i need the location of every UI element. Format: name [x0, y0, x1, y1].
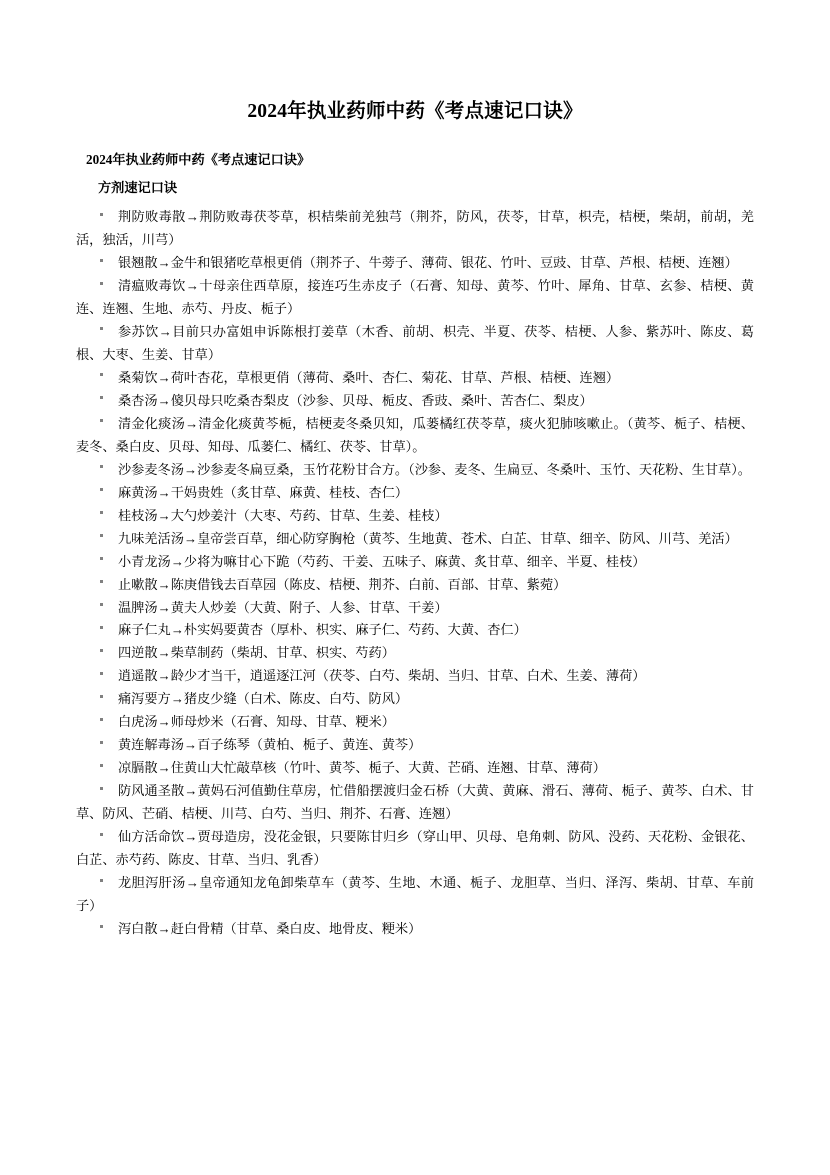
- bullet-icon: [100, 925, 103, 928]
- list-item-text: 龙胆泻肝汤→皇帝通知龙龟卸柴草车（黄芩、生地、木通、栀子、龙胆草、当归、泽泻、柴胡、甘草、车前子）: [76, 875, 754, 914]
- list-item: [76, 367, 754, 390]
- list-item: [76, 321, 754, 367]
- bullet-icon: [100, 557, 103, 560]
- list-item-text: 麻子仁丸→朴实妈要黄杏（厚朴、枳实、麻子仁、芍药、大黄、杏仁）: [118, 622, 527, 638]
- bullet-icon: [100, 373, 103, 376]
- list-item: [76, 551, 754, 574]
- list-item: [76, 597, 754, 620]
- list-item-text: 四逆散→柴草制药（柴胡、甘草、枳实、芍药）: [118, 645, 395, 661]
- list-item: [76, 780, 754, 826]
- list-item-text: 银翘散→金牛和银猪吃草根更俏（荆芥子、牛蒡子、薄荷、银花、竹叶、豆豉、甘草、芦根、桔梗、连翘）: [118, 254, 738, 270]
- list-item: [76, 252, 754, 275]
- bullet-icon: [100, 741, 103, 744]
- list-item-text: 止嗽散→陈庚借钱去百草园（陈皮、桔梗、荆芥、白前、百部、甘草、紫菀）: [118, 576, 567, 592]
- mnemonic-list: [76, 206, 754, 941]
- list-item: [76, 619, 754, 642]
- page-title: 2024年执业药师中药《考点速记口诀》: [247, 101, 583, 122]
- bullet-icon: [100, 511, 103, 514]
- bullet-icon: [100, 672, 103, 675]
- list-item: [76, 413, 754, 459]
- bullet-icon: [100, 695, 103, 698]
- list-item-text: 清金化痰汤→清金化痰黄芩栀，桔梗麦冬桑贝知，瓜蒌橘红茯苓草，痰火犯肺咳嗽止。（黄芩、栀子、桔梗、麦冬、桑白皮、贝母、知母、瓜蒌仁、橘红、茯苓、甘草）。: [76, 415, 754, 454]
- list-item: [76, 734, 754, 757]
- list-item: [76, 482, 754, 505]
- list-item: [76, 574, 754, 597]
- document-subtitle: 2024年执业药师中药《考点速记口诀》: [86, 152, 311, 168]
- bullet-icon: [100, 327, 103, 330]
- list-item-text: 痛泻要方→猪皮少缝（白术、陈皮、白芍、防风）: [118, 691, 409, 707]
- list-item-text: 温脾汤→黄夫人炒姜（大黄、附子、人参、甘草、干姜）: [118, 599, 448, 615]
- bullet-icon: [100, 396, 103, 399]
- list-item-text: 小青龙汤→少将为嘛甘心下跪（芍药、干姜、五味子、麻黄、炙甘草、细辛、半夏、桂枝）: [118, 553, 646, 569]
- bullet-icon: [100, 718, 103, 721]
- bullet-icon: [100, 419, 103, 422]
- list-item-text: 参苏饮→目前只办富姐申诉陈根打姜草（木香、前胡、枳壳、半夏、茯苓、桔梗、人参、紫苏叶、陈皮、葛根、大枣、生姜、甘草）: [76, 323, 754, 362]
- list-item-text: 九味羌活汤→皇帝尝百草，细心防穿胸枪（黄芩、生地黄、苍术、白芷、甘草、细辛、防风、川芎、羌活）: [118, 530, 738, 546]
- list-item-text: 桑杏汤→傻贝母只吃桑杏梨皮（沙参、贝母、栀皮、香豉、桑叶、苦杏仁、梨皮）: [118, 392, 593, 408]
- bullet-icon: [100, 580, 103, 583]
- list-item-text: 沙参麦冬汤→沙参麦冬扁豆桑，玉竹花粉甘合方。（沙参、麦冬、生扁豆、冬桑叶、玉竹、天花粉、生甘草）。: [118, 461, 751, 477]
- bullet-icon: [100, 879, 103, 882]
- list-item: [76, 459, 754, 482]
- list-item-text: 白虎汤→师母炒米（石膏、知母、甘草、粳米）: [118, 714, 395, 730]
- list-item: [76, 872, 754, 918]
- bullet-icon: [100, 626, 103, 629]
- list-item-text: 逍遥散→龄少才当干，逍遥逐江河（茯苓、白芍、柴胡、当归、甘草、白术、生姜、薄荷）: [118, 668, 646, 684]
- list-item-text: 防风通圣散→黄妈石河值勤住草房，忙借船摆渡归金石桥（大黄、黄麻、滑石、薄荷、栀子、黄芩、白术、甘草、防风、芒硝、桔梗、川芎、白芍、当归、荆芥、石膏、连翘）: [76, 783, 754, 822]
- list-item: [76, 206, 754, 252]
- list-item: [76, 275, 754, 321]
- list-item-text: 荆防败毒散→荆防败毒茯苓草，枳桔柴前羌独芎（荆芥，防风，茯苓，甘草，枳壳，桔梗，柴胡，前胡，羌活，独活，川芎）: [76, 209, 754, 248]
- list-item: [76, 826, 754, 872]
- bullet-icon: [100, 787, 103, 790]
- list-item: [76, 505, 754, 528]
- list-item: [76, 390, 754, 413]
- list-item-text: 凉膈散→住黄山大忙敲草核（竹叶、黄芩、栀子、大黄、芒硝、连翘、甘草、薄荷）: [118, 760, 606, 776]
- bullet-icon: [100, 259, 103, 262]
- bullet-icon: [100, 213, 103, 216]
- list-item-text: 清瘟败毒饮→十母亲住西草原，接连巧生赤皮子（石膏、知母、黄芩、竹叶、犀角、甘草、玄参、桔梗、黄连、连翘、生地、赤芍、丹皮、栀子）: [76, 277, 754, 316]
- bullet-icon: [100, 534, 103, 537]
- list-item-text: 麻黄汤→干妈贵姓（炙甘草、麻黄、桂枝、杏仁）: [118, 484, 409, 500]
- bullet-icon: [100, 488, 103, 491]
- bullet-icon: [100, 465, 103, 468]
- list-item: [76, 918, 754, 941]
- list-item: [76, 665, 754, 688]
- bullet-icon: [100, 833, 103, 836]
- list-item: [76, 757, 754, 780]
- list-item: [76, 688, 754, 711]
- list-item: [76, 528, 754, 551]
- list-item-text: 桑菊饮→荷叶杏花，草根更俏（薄荷、桑叶、杏仁、菊花、甘草、芦根、桔梗、连翘）: [118, 369, 620, 385]
- bullet-icon: [100, 649, 103, 652]
- bullet-icon: [100, 764, 103, 767]
- list-item: [76, 711, 754, 734]
- list-item-text: 桂枝汤→大勺炒姜汁（大枣、芍药、甘草、生姜、桂枝）: [118, 507, 448, 523]
- bullet-icon: [100, 282, 103, 285]
- list-item: [76, 642, 754, 665]
- bullet-icon: [100, 603, 103, 606]
- list-item-text: 仙方活命饮→贾母造房，没花金银，只要陈甘归乡（穿山甲、贝母、皂角刺、防风、没药、天花粉、金银花、白芷、赤芍药、陈皮、甘草、当归、乳香）: [76, 829, 754, 868]
- list-item-text: 黄连解毒汤→百子练琴（黄柏、栀子、黄连、黄芩）: [118, 737, 422, 753]
- list-item-text: 泻白散→赶白骨精（甘草、桑白皮、地骨皮、粳米）: [118, 921, 422, 937]
- section-heading: 方剂速记口诀: [98, 179, 178, 195]
